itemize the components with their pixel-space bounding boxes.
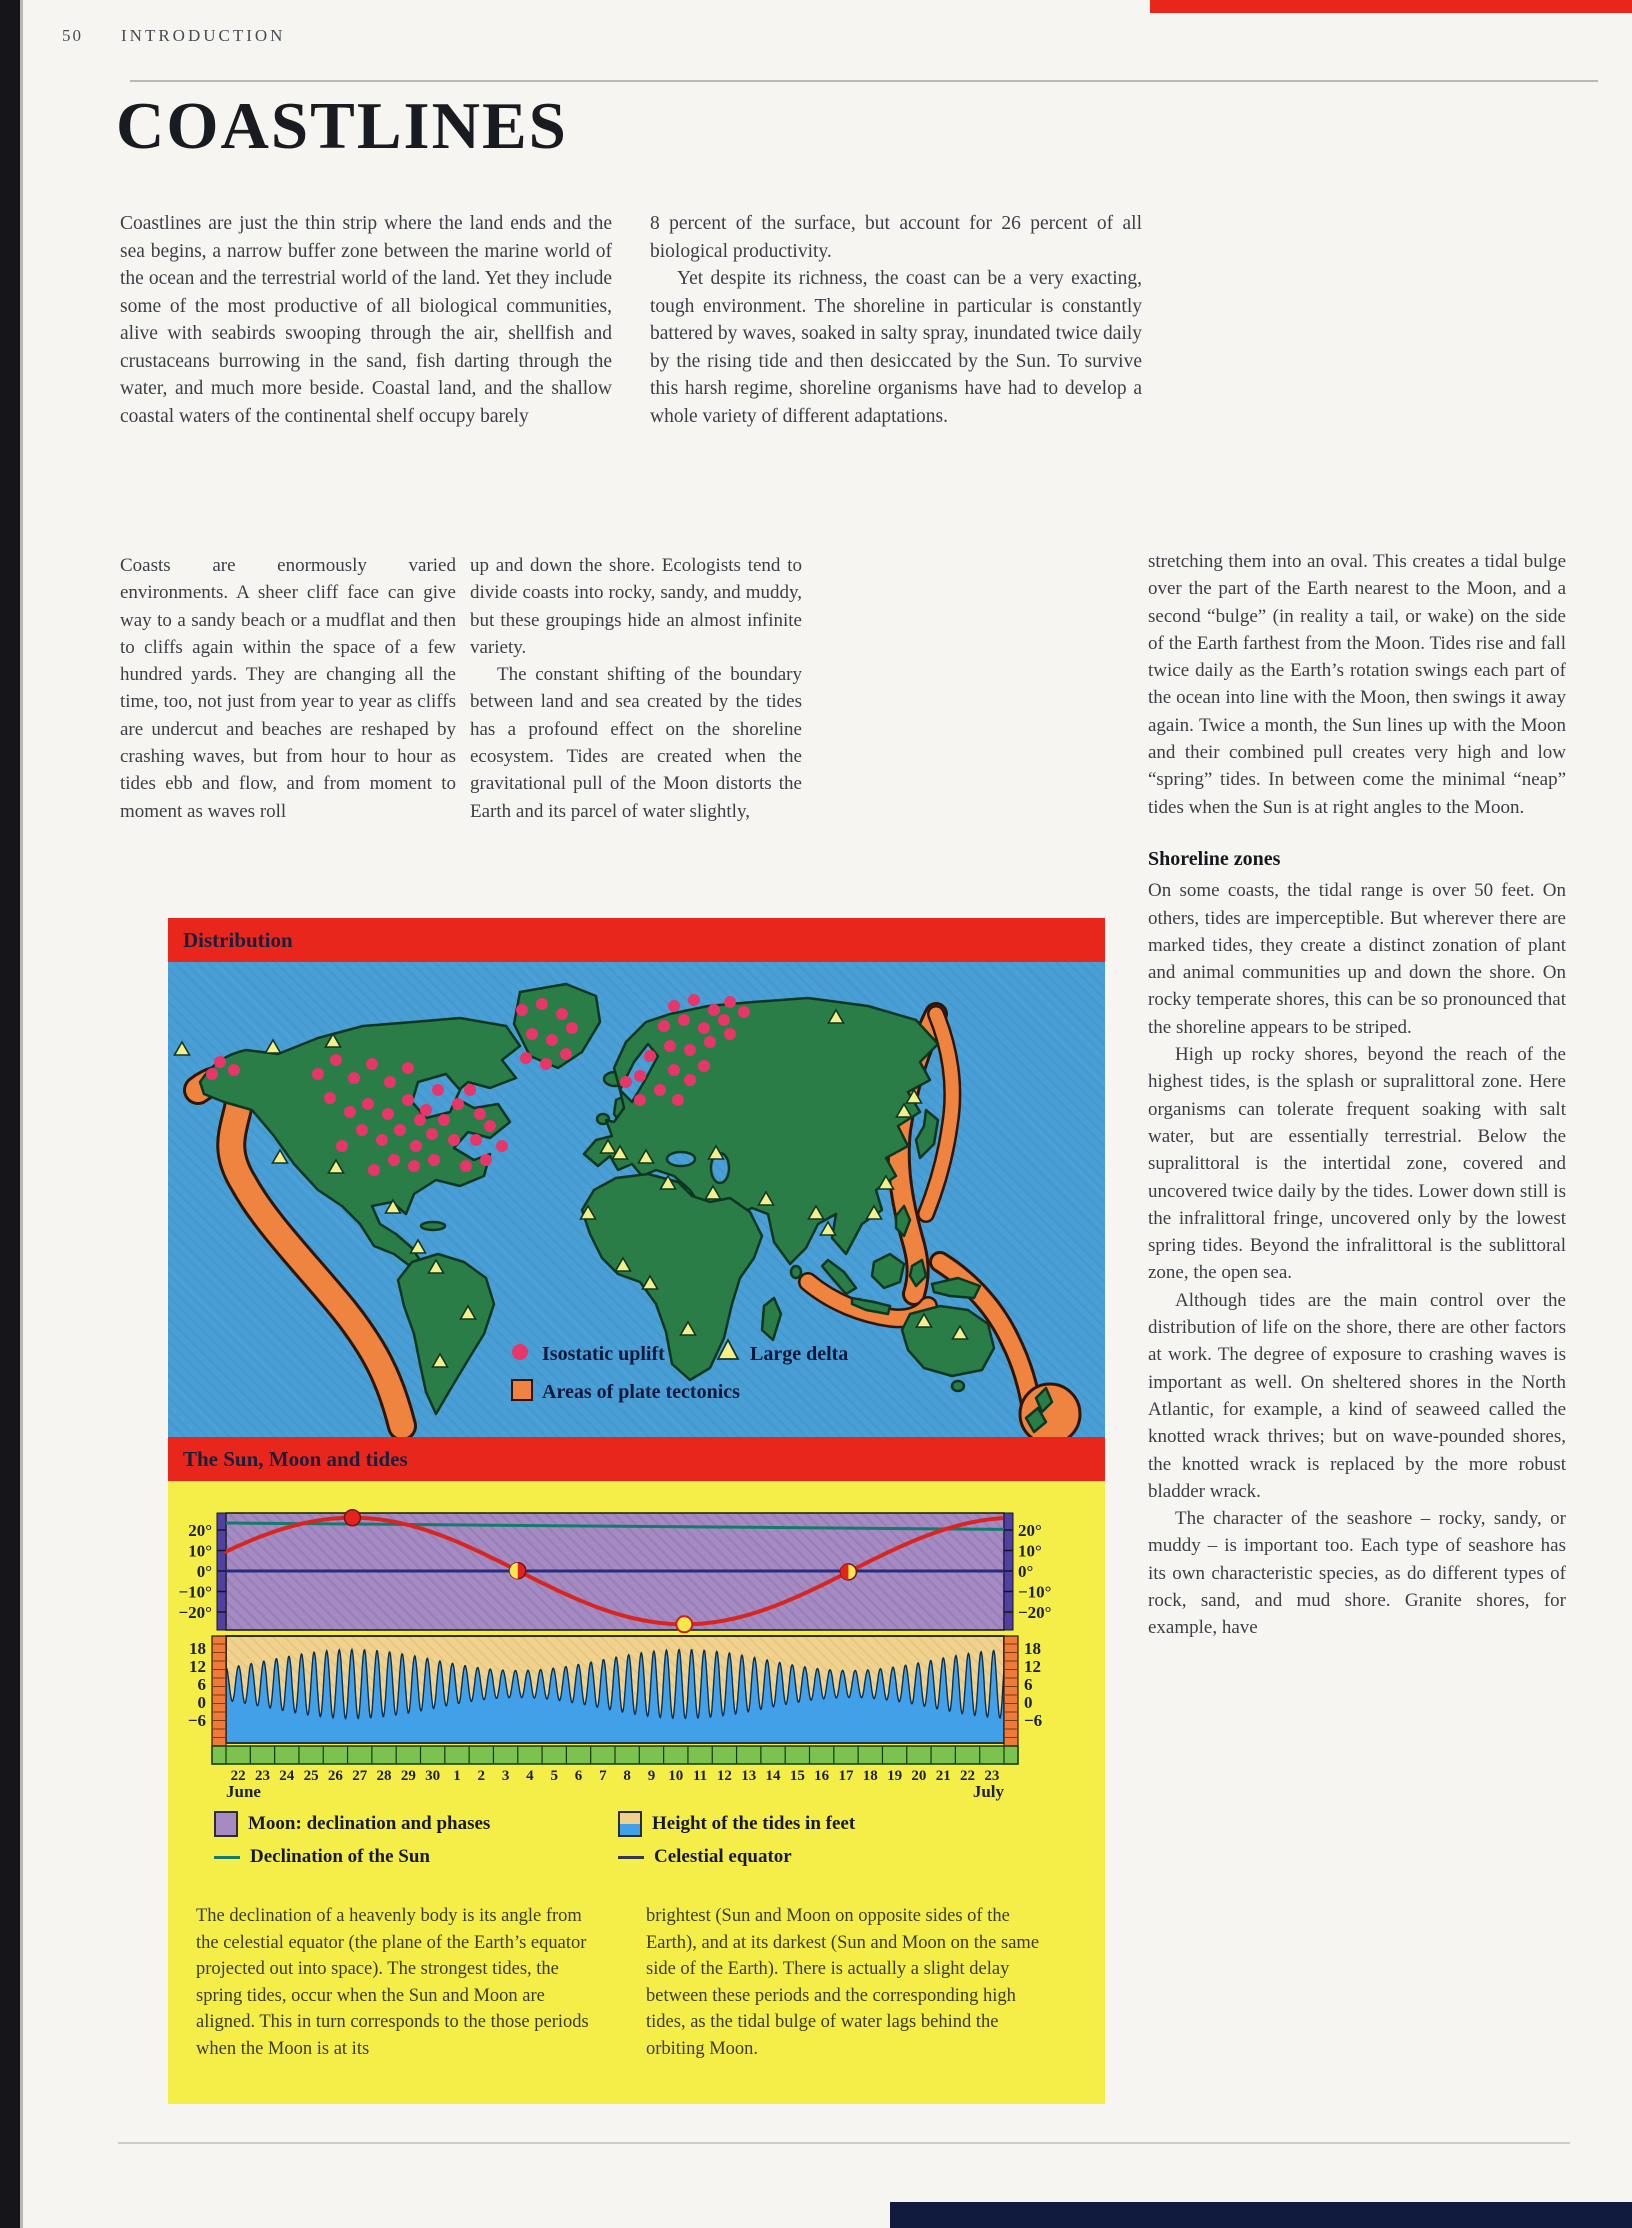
distribution-header-bar <box>168 918 1105 962</box>
intro-paragraph: Coastlines are just the thin strip where the land ends and the sea begins, a narrow buffer zone between the marine world of the ocean and the terrestrial world of the land. Yet they include some of the most productive of all biological communities, alive with seabirds swooping through the air, shellfish and crustaceans burrowing in the sand, fish darting through the water, and much more beside. Coastal land, and the shallow coastal waters of the continental shelf occupy barely <box>120 213 612 427</box>
uplift-dot <box>336 1140 348 1152</box>
day-label: 6 <box>574 1768 583 1784</box>
uplift-dot <box>428 1154 440 1166</box>
chart-legend-right <box>618 1811 855 1868</box>
uplift-dot <box>348 1072 360 1084</box>
tide-tick-left: 0 <box>197 1693 206 1712</box>
distribution-panel <box>168 918 1105 1442</box>
moon-declination-swatch-icon <box>214 1811 238 1837</box>
footer-rule <box>118 2142 1570 2144</box>
legend-item <box>618 1811 855 1837</box>
uplift-dot <box>718 1014 730 1026</box>
declination-tick-left: 20° <box>188 1521 212 1540</box>
uplift-dot <box>620 1076 632 1088</box>
body-paragraph: The constant shifting of the boundary between land and sea created by the tides has a profound effect on the shoreline ecosystem. Tides are created when the gravitational pull of the Moon distorts the Earth and its parcel of water slightly, <box>470 664 802 822</box>
uplift-dot <box>312 1068 324 1080</box>
uplift-dot <box>724 996 736 1008</box>
day-label: 10 <box>668 1768 684 1784</box>
new-moon-icon <box>676 1616 692 1632</box>
top-red-bar <box>1150 0 1632 13</box>
declination-tick-right: −10° <box>1018 1582 1052 1602</box>
uplift-dot <box>634 1070 646 1082</box>
map-legend-label: Large delta <box>750 1343 849 1365</box>
page-edge <box>20 0 23 2228</box>
uplift-dot <box>388 1154 400 1166</box>
day-label: 19 <box>887 1768 903 1784</box>
body-paragraph: Coasts are enormously varied environments. A sheer cliff face can give way to a sandy beach or a mudflat and then to cliffs again within the space of a few hundred yards. They are changing all the time, too, not just from year to year as cliffs are undercut and beaches are reshaped by crashing waves, but from hour to hour as tides ebb and flow, and from moment to moment as waves roll <box>120 555 456 822</box>
uplift-dot <box>644 1050 656 1062</box>
uplift-dot <box>344 1106 356 1118</box>
uplift-dot <box>566 1022 578 1034</box>
uplift-dot <box>688 994 700 1006</box>
day-label: 11 <box>693 1768 708 1784</box>
full-moon-icon <box>344 1510 360 1526</box>
tides-panel <box>168 1437 1105 2104</box>
body-paragraph: High up rocky shores, beyond the reach of the highest tides, is the splash or supralittoral zone. Here organisms can tolerate frequent soaking with salt water, but are essentially terrestrial. Below the supralittoral is the intertidal zone, covered and uncovered twice daily by the tides. Lower down still is the infralittoral fringe, uncovered only by the lowest spring tides. Beyond the infralittoral is the sublittoral zone, the open sea. <box>1148 1044 1566 1284</box>
uplift-dot <box>410 1140 422 1152</box>
world-map <box>168 962 1105 1437</box>
tides-title: The Sun, Moon and tides <box>183 1446 408 1471</box>
tide-tick-left: 12 <box>189 1657 206 1676</box>
declination-tick-right: 10° <box>1018 1541 1042 1561</box>
uplift-dot <box>684 1074 696 1086</box>
intro-paragraph: 8 percent of the surface, but account for 26 percent of all biological productivity. <box>650 213 1142 262</box>
uplift-dot <box>684 1044 696 1056</box>
day-label: 26 <box>327 1768 343 1784</box>
uplift-dot <box>420 1104 432 1116</box>
day-label: 13 <box>741 1768 757 1784</box>
black-sea <box>667 1152 695 1166</box>
legend-label: Moon: declination and phases <box>248 1813 491 1834</box>
day-label: 16 <box>814 1768 830 1784</box>
plate-tectonics-icon <box>512 1380 532 1400</box>
day-label: 29 <box>400 1768 416 1784</box>
uplift-dot <box>546 1034 558 1046</box>
declination-tick-left: 0° <box>196 1562 212 1581</box>
caption-column-1: The declination of a heavenly body is its angle from the celestial equator (the plane of the Earth’s equator projected out into space). The strongest tides, the spring tides, occur when the Sun and Moon are aligned. This in turn corresponds to the those periods when the Moon is at its <box>196 1906 589 2059</box>
body-paragraph: The character of the seashore – rocky, sandy, or muddy – is important too. Each type of seashore has its own characteristic species, as do different types of rock, sand, and mud shore. Granite shores, for example, have <box>1148 1508 1566 1639</box>
uplift-dot <box>324 1092 336 1104</box>
day-label: 17 <box>838 1768 854 1784</box>
uplift-dot <box>426 1128 438 1140</box>
tide-tick-right: 0 <box>1024 1693 1033 1712</box>
bottom-navy-bar <box>890 2202 1632 2228</box>
day-label: 21 <box>935 1768 951 1784</box>
uplift-dot <box>362 1098 374 1110</box>
declination-tick-right: 0° <box>1018 1562 1034 1581</box>
day-label: 27 <box>352 1768 368 1784</box>
tide-axis-strip <box>212 1636 226 1764</box>
tide-tick-right: −6 <box>1024 1711 1043 1730</box>
tide-tick-right: 12 <box>1024 1657 1041 1676</box>
tide-height-swatch-icon <box>618 1811 642 1837</box>
distribution-title: Distribution <box>183 927 293 952</box>
tides-chart <box>168 1481 1105 1803</box>
uplift-dot <box>384 1076 396 1088</box>
day-label: 20 <box>911 1768 927 1784</box>
day-label: 8 <box>623 1768 631 1784</box>
uplift-dot <box>394 1124 406 1136</box>
uplift-dot <box>448 1134 460 1146</box>
day-label: 30 <box>425 1768 441 1784</box>
uplift-dot <box>724 1028 736 1040</box>
book-spine-bar <box>0 0 20 2228</box>
body-paragraph: On some coasts, the tidal range is over 50 feet. On others, tides are imperceptible. But wherever there are marked tides, they create a distinct zonation of plant and animal communities up and down the shore. On rocky temperate shores, this can be so pronounced that the shoreline appears to be striped. <box>1148 880 1566 1038</box>
intro-paragraph: Yet despite its richness, the coast can be a very exacting, tough environment. The shoreline in particular is constantly battered by waves, soaked in salty spray, inundated twice daily by the rising tide and then desiccated by the Sun. To survive this harsh regime, shoreline organisms have had to develop a whole variety of different adaptations. <box>650 268 1142 427</box>
tide-axis-strip <box>1004 1636 1018 1764</box>
tide-tick-right: 6 <box>1024 1675 1033 1694</box>
day-label: 1 <box>453 1768 461 1784</box>
uplift-dot <box>536 998 548 1010</box>
uplift-dot <box>408 1160 420 1172</box>
day-label: 5 <box>550 1768 558 1784</box>
uplift-dot <box>470 1134 482 1146</box>
uplift-dot <box>214 1056 226 1068</box>
day-label: 22 <box>230 1768 246 1784</box>
page-title: COASTLINES <box>116 89 568 163</box>
tide-tick-left: 18 <box>189 1639 206 1658</box>
page-number: 50 <box>62 26 83 45</box>
uplift-dot <box>438 1114 450 1126</box>
tides-header-bar <box>168 1437 1105 1481</box>
day-label: 22 <box>960 1768 976 1784</box>
uplift-dot <box>668 1000 680 1012</box>
uplift-dot <box>668 1064 680 1076</box>
uplift-dot <box>698 1060 710 1072</box>
body-paragraph: Although tides are the main control over the distribution of life on the shore, there are other factors at work. The degree of exposure to crashing waves is important as well. On sheltered shores in the North Atlantic, for example, a kind of seaweed called the knotted wrack thrives; but on wave-pounded shores, the knotted wrack is replaced by the more robust bladder wrack. <box>1148 1289 1566 1502</box>
chart-captions <box>196 1903 1076 2062</box>
legend-item <box>214 1846 490 1868</box>
day-label: 24 <box>279 1768 295 1784</box>
uplift-dot <box>496 1140 508 1152</box>
legend-label: Celestial equator <box>654 1846 792 1867</box>
uplift-dot <box>698 1022 710 1034</box>
isostatic-uplift-icon <box>512 1344 528 1360</box>
uplift-dot <box>382 1108 394 1120</box>
uplift-dot <box>556 1008 568 1020</box>
uplift-dot <box>414 1114 426 1126</box>
uplift-dot <box>540 1058 552 1070</box>
sun-declination-line-icon <box>214 1856 240 1859</box>
uplift-dot <box>480 1154 492 1166</box>
day-label: 15 <box>789 1768 805 1784</box>
uplift-dot <box>376 1134 388 1146</box>
day-label: 7 <box>599 1768 607 1784</box>
tides-chart-block <box>168 1481 1105 2104</box>
uplift-dot <box>634 1094 646 1106</box>
day-label: 3 <box>501 1768 510 1784</box>
day-label: 18 <box>862 1768 878 1784</box>
shoreline-zones-heading: Shoreline zones <box>1148 847 1281 870</box>
day-label: 12 <box>716 1768 732 1784</box>
uplift-dot <box>206 1068 218 1080</box>
declination-tick-left: −10° <box>178 1582 212 1602</box>
uplift-dot <box>474 1108 486 1120</box>
uplift-dot <box>738 1006 750 1018</box>
day-label: 23 <box>984 1768 1000 1784</box>
map-legend-label: Isostatic uplift <box>542 1343 665 1365</box>
legend-item <box>618 1846 855 1868</box>
day-label: 23 <box>254 1768 270 1784</box>
body-paragraph: up and down the shore. Ecologists tend to divide coasts into rocky, sandy, and muddy, but these groupings hide an almost infinite variety. <box>470 555 802 658</box>
uplift-dot <box>452 1098 464 1110</box>
declination-tick-right: 20° <box>1018 1521 1042 1540</box>
intro-column-1 <box>120 210 612 430</box>
uplift-dot <box>704 1036 716 1048</box>
tide-tick-left: −6 <box>187 1711 206 1730</box>
tide-tick-right: 18 <box>1024 1639 1041 1658</box>
uplift-dot <box>664 1040 676 1052</box>
uplift-dot <box>432 1084 444 1096</box>
uplift-dot <box>678 1014 690 1026</box>
tide-tick-left: 6 <box>197 1675 206 1694</box>
sri-lanka <box>791 1266 801 1278</box>
uplift-dot <box>516 1004 528 1016</box>
uplift-dot <box>560 1048 572 1060</box>
chart-layers <box>179 1510 1052 1784</box>
uplift-dot <box>356 1124 368 1136</box>
uplift-dot <box>658 1020 670 1032</box>
uplift-dot <box>402 1062 414 1074</box>
caribbean-island <box>421 1222 445 1230</box>
body-column-right <box>1148 548 1566 1642</box>
uplift-dot <box>464 1084 476 1096</box>
body-paragraph: stretching them into an oval. This creates a tidal bulge over the part of the Earth nearest to the Moon, and a second “bulge” (in reality a tail, or wake) on the side of the Earth farthest from the Moon. Tides rise and fall twice daily as the Earth’s rotation swings each part of the ocean into line with the Moon, then swings it away again. Twice a month, the Sun lines up with the Moon and their combined pull creates very high and low “spring” tides. In between come the minimal “neap” tides when the Sun is at right angles to the Moon. <box>1148 551 1566 818</box>
uplift-dot <box>484 1120 496 1132</box>
uplift-dot <box>672 1094 684 1106</box>
uplift-dot <box>402 1094 414 1106</box>
uplift-dot <box>228 1064 240 1076</box>
chart-legend-left <box>214 1811 490 1868</box>
day-label: 28 <box>376 1768 392 1784</box>
celestial-equator-line-icon <box>618 1856 644 1859</box>
uplift-dot <box>654 1084 666 1096</box>
month-end-label: July <box>972 1782 1004 1801</box>
intro-column-2 <box>650 210 1142 430</box>
uplift-dot <box>708 1004 720 1016</box>
day-label: 2 <box>477 1768 486 1784</box>
day-label: 4 <box>526 1768 534 1784</box>
tasmania <box>952 1381 964 1391</box>
uplift-dot <box>330 1054 342 1066</box>
uplift-dot <box>366 1058 378 1070</box>
day-label: 14 <box>765 1768 781 1784</box>
uplift-dot <box>460 1160 472 1172</box>
caption-column-2: brightest (Sun and Moon on opposite sides of the Earth), and at its darkest (Sun and Moon on the same side of the Earth). There is actually a slight delay between these periods and the corresponding high tides, as the tidal bulge of water lags behind the orbiting Moon. <box>646 1906 1040 2059</box>
declination-tick-left: 10° <box>188 1541 212 1561</box>
uplift-dot <box>368 1164 380 1176</box>
declination-tick-left: −20° <box>178 1603 212 1622</box>
month-start-label: June <box>226 1782 261 1801</box>
declination-tick-right: −20° <box>1018 1603 1052 1622</box>
body-column-2 <box>470 552 802 825</box>
section-label: INTRODUCTION <box>121 26 286 45</box>
map-legend-label: Areas of plate tectonics <box>542 1381 740 1403</box>
body-column-1 <box>120 552 456 825</box>
legend-label: Declination of the Sun <box>250 1846 430 1867</box>
title-rule <box>130 80 1598 82</box>
day-label: 25 <box>303 1768 319 1784</box>
legend-label: Height of the tides in feet <box>652 1813 856 1834</box>
uplift-dot <box>526 1028 538 1040</box>
legend-item <box>214 1811 490 1837</box>
uplift-dot <box>520 1052 532 1064</box>
day-label: 9 <box>647 1768 656 1784</box>
